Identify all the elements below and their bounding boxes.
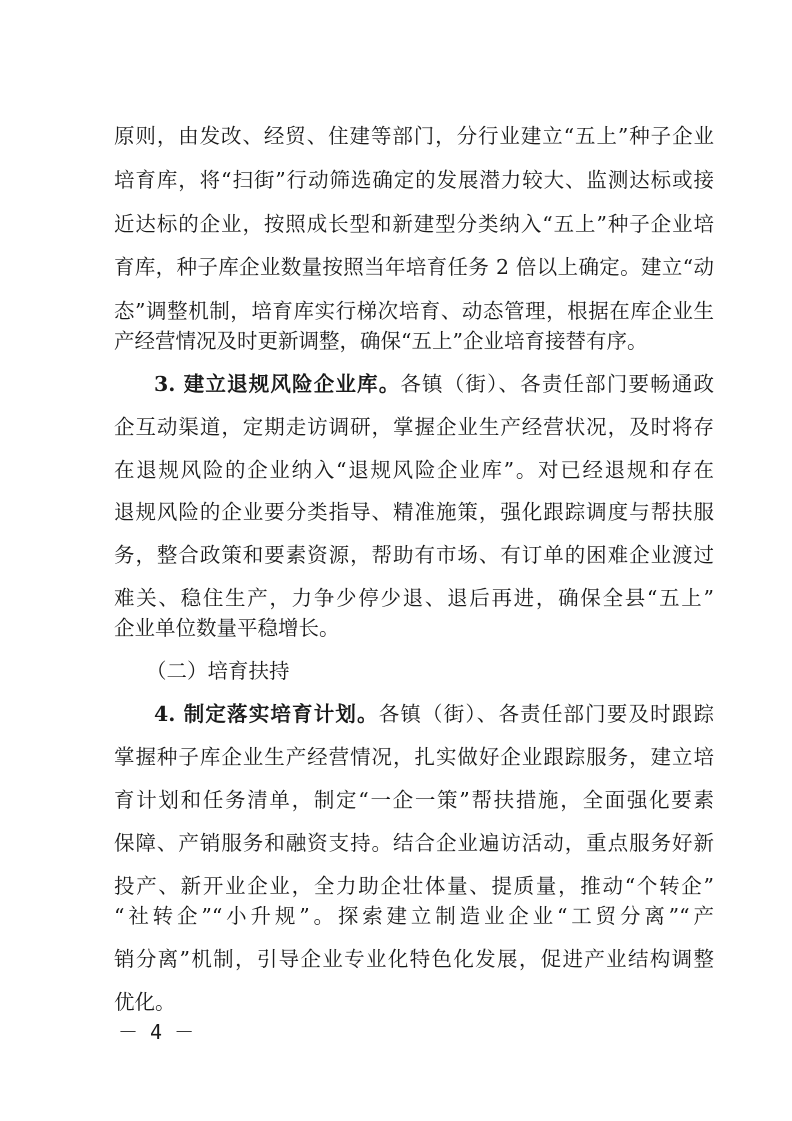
paragraph-line: 销分离”机制，引导企业专业化特色化发展，促进产业结构调整 [114, 947, 714, 971]
item-3-heading: 3. 建立退规风险企业库。 [154, 372, 401, 396]
paragraph-line: “社转企”“小升规”。探索建立制造业企业“工贸分离”“产 [114, 904, 714, 928]
paragraph-line: 保障、产销服务和融资支持。结合企业遍访活动，重点服务好新 [114, 831, 714, 855]
item-3-first-line [154, 370, 714, 398]
paragraph-line: 企业单位数量平稳增长。 [114, 616, 340, 640]
paragraph-line: 企互动渠道，定期走访调研，掌握企业生产经营状况，及时将存 [114, 415, 714, 439]
paragraph-line: 培育库，将“扫街”行动筛选确定的发展潜力较大、监测达标或接 [114, 168, 714, 192]
paragraph-line: 务，整合政策和要素资源，帮助有市场、有订单的困难企业渡过 [114, 543, 714, 567]
paragraph-line: 难关、稳住生产，力争少停少退、退后再进，确保全县“五上” [114, 586, 714, 610]
item-4-text: 各镇（街）、各责任部门要及时跟踪 [378, 702, 714, 726]
page-number: － 4 － [118, 1020, 195, 1044]
paragraph-line: 投产、新开业企业，全力助企壮体量、提质量，推动“个转企” [114, 874, 714, 898]
paragraph-line: 育库，种子库企业数量按照当年培育任务 2 倍以上确定。建立“动 [114, 255, 714, 279]
section-heading: （二）培育扶持 [146, 659, 290, 683]
item-3-text: 各镇（街）、各责任部门要畅通政 [400, 372, 714, 396]
item-4-heading: 4. 制定落实培育计划。 [154, 702, 379, 726]
paragraph-line: 在退规风险的企业纳入“退规风险企业库”。对已经退规和存在 [114, 458, 714, 482]
paragraph-line: 掌握种子库企业生产经营情况，扎实做好企业跟踪服务，建立培 [114, 745, 714, 769]
paragraph-line: 原则，由发改、经贸、住建等部门，分行业建立“五上”种子企业 [114, 124, 714, 148]
paragraph-line: 优化。 [114, 990, 176, 1014]
item-4-first-line [154, 700, 714, 728]
paragraph-line: 育计划和任务清单，制定“一企一策”帮扶措施，全面强化要素 [114, 788, 714, 812]
paragraph-line: 态”调整机制，培育库实行梯次培育、动态管理，根据在库企业生 [114, 299, 714, 323]
paragraph-line: 退规风险的企业要分类指导、精准施策，强化跟踪调度与帮扶服 [114, 500, 714, 524]
paragraph-line: 产经营情况及时更新调整，确保“五上”企业培育接替有序。 [114, 329, 648, 353]
paragraph-line: 近达标的企业，按照成长型和新建型分类纳入“五上”种子企业培 [114, 212, 714, 236]
